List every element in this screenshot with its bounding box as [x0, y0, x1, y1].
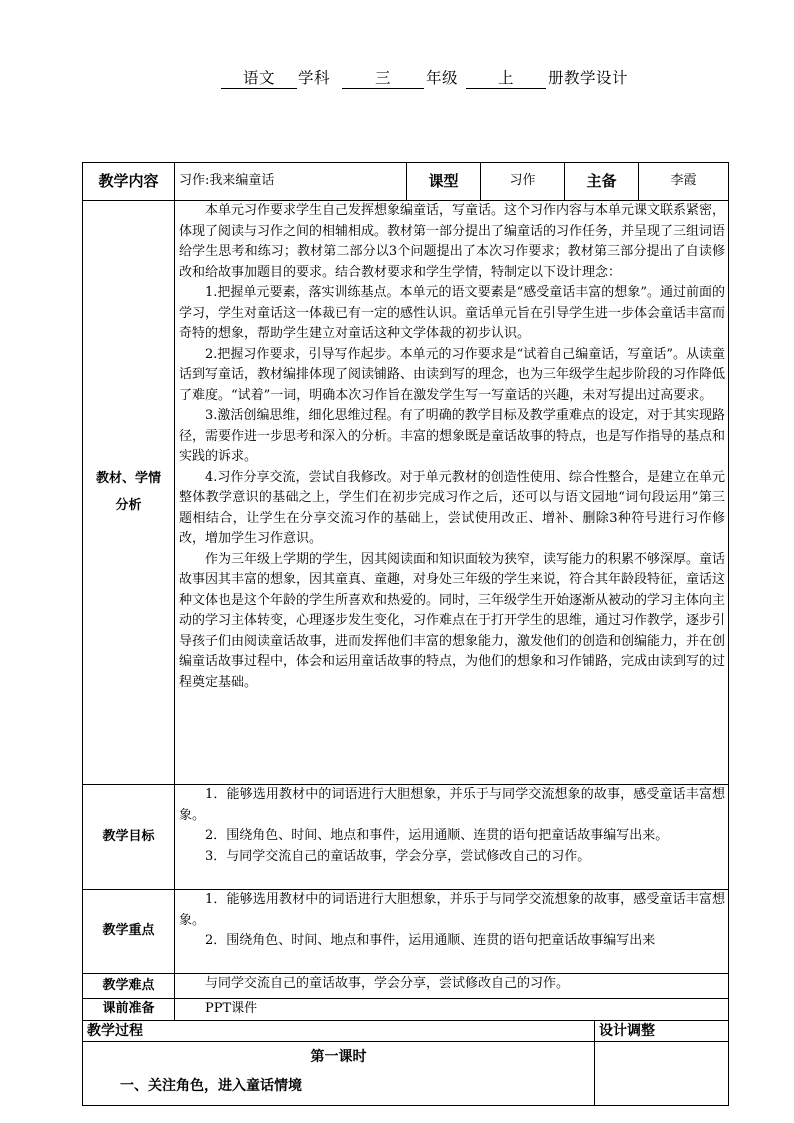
lesson-title: 第一课时: [310, 1049, 367, 1065]
goal-item: 1．能够选用教材中的词语进行大胆想象，并乐于与同学交流想象的故事，感受童话丰富想象。: [179, 787, 726, 823]
type-value: 习作: [481, 163, 565, 201]
preparation-row: [83, 999, 729, 1021]
process-body-row: [83, 1042, 729, 1106]
info-row: [83, 163, 729, 201]
key-points-label: 教学重点: [83, 890, 175, 974]
difficulty-label: 教学难点: [83, 974, 175, 999]
goals-label: 教学目标: [83, 785, 175, 890]
difficulty-content: [175, 974, 729, 999]
analysis-label-line1: 教材、学情: [95, 471, 161, 486]
goal-item: 2．围绕角色、时间、地点和事件，运用通顺、连贯的语句把童话故事编写出来。: [205, 828, 669, 843]
difficulty-row: [83, 974, 729, 999]
preparation-text: PPT课件: [205, 1001, 258, 1016]
preparation-content: [175, 999, 729, 1021]
key-point-item: 1．能够选用教材中的词语进行大胆想象，并乐于与同学交流想象的故事，感受童话丰富想象。: [179, 892, 726, 928]
analysis-content: [175, 201, 729, 785]
lead-label: 主备: [565, 163, 639, 201]
section-title: 一、关注角色，进入童话情境: [120, 1077, 302, 1094]
difficulty-text: 与同学交流自己的童话故事，学会分享，尝试修改自己的习作。: [205, 976, 570, 991]
key-points-content: [175, 890, 729, 974]
analysis-label-line2: 分析: [115, 497, 142, 513]
process-content: [83, 1042, 595, 1106]
analysis-row: [83, 201, 729, 785]
adjust-label: 设计调整: [595, 1020, 729, 1042]
header-subject-suffix: 学科: [298, 69, 331, 87]
header-volume: 上: [466, 68, 546, 89]
analysis-paragraph: 本单元习作要求学生自己发挥想象编童话，写童话。这个习作内容与本单元课文联系紧密，体现了阅读与习作之间的相辅相成。教材第一部分提出了编童话的习作任务，并呈现了三组词语给学生思考和练习；教材第二部分以3个问题提出了本次习作要求；教材第三部分提出了自读修改和给故事加题目的要求。结合教材要求和学生学情，特制定以下设计理念：: [179, 203, 726, 280]
header-subject: 语文: [221, 68, 297, 89]
analysis-paragraph: 4.习作分享交流，尝试自我修改。对于单元教材的创造性使用、综合性整合，是建立在单元整体教学意识的基础之上，学生们在初步完成习作之后，还可以与语文园地“词句段运用”第三题相结合，让学生在分享交流习作的基础上，尝试使用改正、增补、删除3种符号进行习作修改，增加学生习作意识。: [179, 469, 726, 546]
analysis-label: [83, 201, 175, 785]
analysis-paragraph: 2.把握习作要求，引导写作起步。本单元的习作要求是“试着自己编童话，写童话”。从读童话到写童话，教材编排体现了阅读铺路、由读到写的理念，也为三年级学生起步阶段的习作降低了难度。“试着”一词，明确本次习作旨在激发学生写一写童话的兴趣，未对写提出过高要求。: [179, 346, 726, 403]
preparation-label: 课前准备: [83, 999, 175, 1021]
adjust-content: [595, 1042, 729, 1106]
goal-item: 3．与同学交流自己的童话故事，学会分享，尝试修改自己的习作。: [205, 848, 591, 864]
header-volume-suffix: 册教学设计: [548, 69, 629, 87]
header-grade-suffix: 年级: [426, 69, 459, 87]
lesson-plan-table: [82, 162, 729, 1106]
key-points-row: [83, 890, 729, 974]
header-grade: 三: [342, 68, 424, 89]
page-header: [0, 64, 794, 92]
goals-row: [83, 785, 729, 890]
content-label: 教学内容: [83, 163, 175, 201]
analysis-paragraph: 1.把握单元要素，落实训练基点。本单元的语文要素是“感受童话丰富的想象”。通过前面的学习，学生对童话这一体裁已有一定的感性认识。童话单元旨在引导学生进一步体会童话丰富而奇特的想象，帮助学生建立对童话这种文学体裁的初步认识。: [179, 285, 726, 341]
analysis-paragraph: 3.激活创编思维，细化思维过程。有了明确的教学目标及教学重难点的设定，对于其实现路径，需要作进一步思考和深入的分析。丰富的想象既是童话故事的特点，也是写作指导的基点和实践的诉求。: [179, 408, 726, 464]
process-header-row: [83, 1020, 729, 1042]
type-label: 课型: [407, 163, 481, 201]
lead-value: 李霞: [639, 163, 729, 201]
goals-content: [175, 785, 729, 890]
key-point-item: 2．围绕角色、时间、地点和事件，运用通顺、连贯的语句把童话故事编写出来: [205, 933, 656, 948]
analysis-paragraph: 作为三年级上学期的学生，因其阅读面和知识面较为狭窄，读写能力的积累不够深厚。童话故事因其丰富的想象，因其童真、童趣，对身处三年级的学生来说，符合其年龄段特征，童话这种文体也是这个年龄的学生所喜欢和热爱的。同时，三年级学生开始逐渐从被动的学习主体向主动的学习主体转变，心理逐步发生变化，习作难点在于打开学生的思维，通过习作教学，逐步引导孩子们由阅读童话故事，进而发挥他们丰富的想象能力，激发他们的创造和创编能力，并在创编童话故事过程中，体会和运用童话故事的特点，为他们的想象和习作铺路，完成由读到写的过程奠定基础。: [179, 551, 726, 690]
process-label: 教学过程: [83, 1020, 595, 1042]
content-value: 习作:我来编童话: [175, 163, 407, 201]
